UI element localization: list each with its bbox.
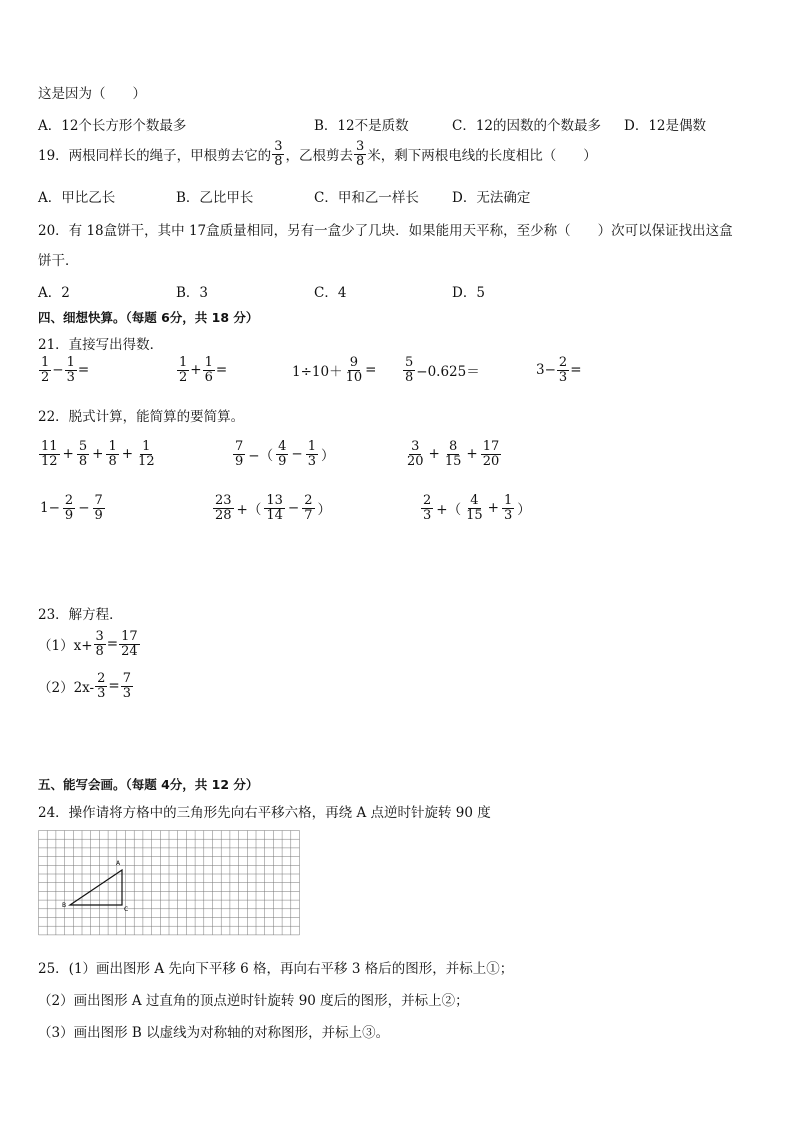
q20-option-b: B．3: [176, 285, 209, 301]
fraction: $\frac{1}{3}$: [307, 439, 316, 469]
q22-expr-5: [212, 494, 333, 522]
q21-item-3: 1÷10＋ $\frac{9}{10}$ =: [292, 355, 377, 385]
q18-option-d: D．12是偶数: [624, 118, 707, 134]
q19-option-d: D．无法确定: [452, 190, 531, 206]
q18-option-b: B．12不是质数: [314, 118, 409, 134]
fraction: $\frac{5}{8}$: [78, 439, 88, 469]
section-4-title: 四、细想快算。（每题 6分，共 18 分）: [38, 310, 259, 325]
q22-expr-4: [38, 494, 106, 522]
fraction: $\frac{11}{12}$: [41, 439, 58, 469]
q25-line-2: （2）画出图形 A 过直角的顶点逆时针旋转 90 度后的图形，并标上②；: [38, 993, 469, 1009]
fraction: $\frac{4}{9}$: [278, 439, 287, 469]
q22-expr-6: [420, 494, 533, 522]
operator: +（: [236, 502, 262, 519]
q25-line-3: （3）画出图形 B 以虚线为对称轴的对称图形，并标上③。: [38, 1025, 390, 1041]
operator: +: [62, 446, 74, 463]
fraction: $\frac{7}{9}$: [235, 439, 244, 469]
q21-item-5: 3− $\frac{2}{3}$ =: [536, 355, 582, 385]
q20-line-2: 饼干．: [38, 253, 79, 269]
q20-option-c: C．4: [314, 285, 347, 301]
operator: +: [487, 500, 499, 517]
operator: ）: [320, 448, 335, 465]
q23-equation-1: （1）x+ $\frac{3}{8}$ = $\frac{17}{24}$: [38, 629, 138, 659]
operator: ）: [317, 502, 331, 519]
grid-diagram: [38, 830, 300, 946]
q18-option-c: C．12的因数的个数最多: [452, 118, 602, 134]
label-c: C: [124, 906, 129, 913]
q19-middle: ，乙根剪去: [285, 148, 353, 165]
operator: +: [121, 446, 134, 463]
q21-item-2: $\frac{1}{2}$ + $\frac{1}{6}$ =: [179, 355, 228, 385]
fraction: $\frac{2}{7}$: [304, 493, 313, 523]
q25-line-1: 25．(1）画出图形 A 先向下平移 6 格，再向右平移 3 格后的图形，并标上①；: [38, 961, 514, 977]
fraction: $\frac{8}{15}$: [444, 439, 462, 469]
q19-fraction-1: $\frac{3}{8}$: [274, 139, 283, 169]
fraction: $\frac{3}{20}$: [407, 439, 424, 469]
q21-item-1: $\frac{1}{2}$ − $\frac{1}{3}$ =: [41, 355, 90, 385]
operator: ）: [517, 502, 531, 519]
operator: −: [291, 446, 303, 463]
q19-option-b: B．乙比甲长: [176, 190, 254, 206]
q19-stem: [38, 140, 597, 168]
q22-expr-2: [232, 440, 336, 468]
fraction: $\frac{4}{15}$: [466, 493, 483, 523]
q20-line-1: 20．有 18盒饼干，其中 17盒质量相同，另有一盒少了几块．如果能用天平称，至少称（ ）次可以保证找出这盒: [38, 223, 733, 239]
fraction: $\frac{17}{20}$: [482, 439, 500, 469]
q19-option-c: C．甲和乙一样长: [314, 190, 419, 206]
q22-expr-3: [404, 440, 502, 468]
q23-equation-2: （2）2x- $\frac{2}{3}$ = $\frac{7}{3}$: [38, 671, 131, 701]
fraction: $\frac{1}{3}$: [503, 493, 513, 523]
operator: +: [428, 446, 440, 463]
fraction: $\frac{1}{12}$: [138, 439, 155, 469]
q19-option-a: A．甲比乙长: [38, 190, 116, 206]
triangle: [70, 870, 122, 905]
operator: −: [287, 500, 300, 517]
operator: 1−: [40, 500, 60, 517]
q19-prefix: 19．两根同样长的绳子，甲根剪去它的: [38, 148, 272, 165]
operator: +: [466, 446, 478, 463]
fraction: $\frac{7}{9}$: [94, 493, 103, 523]
q21-item-4: $\frac{5}{8}$ −0.625＝: [405, 355, 480, 385]
q24-title: 24．操作请将方格中的三角形先向右平移六格，再绕 A 点逆时针旋转 90 度: [38, 805, 491, 821]
q22-title: 22．脱式计算，能简算的要简算。: [38, 409, 245, 425]
operator: −: [78, 500, 90, 517]
operator: +: [92, 446, 104, 463]
operator: −（: [248, 448, 274, 465]
label-a: A: [116, 860, 121, 867]
section-5-title: 五、能写会画。（每题 4分，共 12 分）: [38, 777, 259, 792]
fraction: $\frac{2}{3}$: [423, 493, 432, 523]
q22-expr-1: [38, 440, 158, 468]
q23-title: 23．解方程．: [38, 607, 123, 623]
q18-option-a: A．12个长方形个数最多: [38, 118, 187, 134]
operator: +（: [436, 502, 462, 519]
fraction: $\frac{1}{8}$: [108, 439, 117, 469]
q19-fraction-2: $\frac{3}{8}$: [355, 139, 365, 169]
label-b: B: [62, 902, 67, 909]
grid-svg: [38, 830, 300, 942]
q19-suffix: 米，剩下两根电线的长度相比（ ）: [367, 148, 597, 165]
q18-tail: 这是因为（ ）: [38, 86, 146, 102]
fraction: $\frac{23}{28}$: [215, 493, 232, 523]
q21-title: 21．直接写出得数．: [38, 337, 164, 353]
q20-option-a: A．2: [38, 285, 70, 301]
fraction: $\frac{13}{14}$: [266, 493, 283, 523]
grid-lines: [39, 831, 300, 935]
fraction: $\frac{2}{9}$: [64, 493, 74, 523]
q20-option-d: D．5: [452, 285, 485, 301]
